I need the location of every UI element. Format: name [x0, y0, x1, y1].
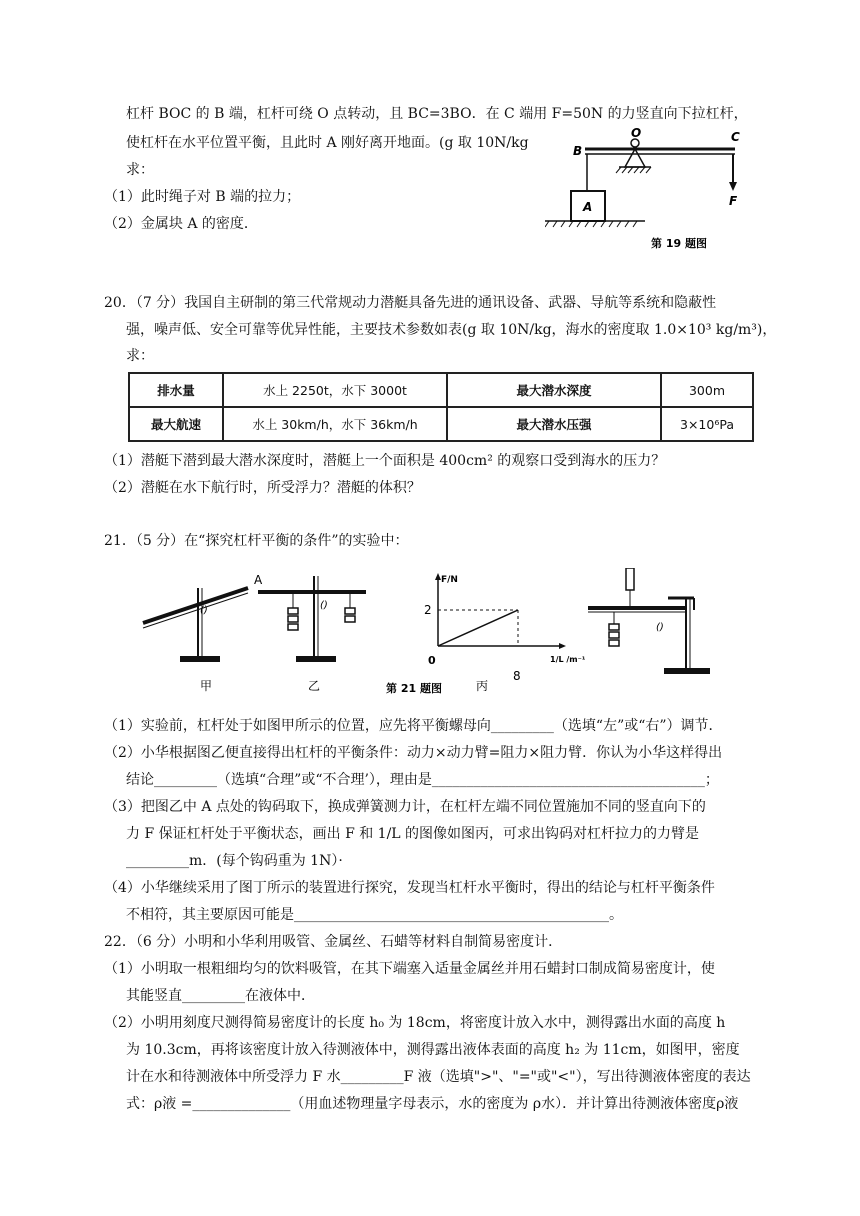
table-cell: 最大潜水深度 — [447, 373, 661, 407]
label-a-point: A — [254, 573, 263, 587]
q19-sub-1: （1）此时绳子对 B 端的拉力； — [104, 189, 301, 205]
spring-scale — [626, 568, 634, 590]
table-cell: 最大航速 — [129, 407, 223, 441]
graph-bing — [424, 573, 586, 683]
table-cell: 水上 30km/h，水下 36km/h — [223, 407, 447, 441]
apparatus-jia — [143, 588, 248, 662]
apparatus-ding — [588, 568, 710, 674]
table-cell: 排水量 — [129, 373, 223, 407]
label-bing: 丙 — [476, 679, 489, 693]
table-cell: 3×10⁶Pa — [661, 407, 753, 441]
label-o: O — [631, 127, 642, 140]
q21-sub-3b: 力 F 保证杠杆处于平衡状态，画出 F 和 1/L 的图像如图丙，可求出钩码对杠杆拉力的力臂是 — [126, 826, 700, 842]
label-b: B — [573, 144, 583, 158]
svg-text:(): () — [200, 605, 208, 616]
q21-figure — [138, 568, 718, 700]
table-cell: 300m — [661, 373, 753, 407]
q21-caption: 第 21 题图 — [386, 682, 442, 695]
q22-sub-2c: 计在水和待测液体中所受浮力 F 水_________F 液（选填">"、"="或"<"），写出待测液体密度的表达 — [126, 1069, 751, 1085]
pivot-o — [631, 139, 639, 147]
label-a: A — [583, 200, 593, 214]
graph-x-tick: 8 — [513, 669, 521, 683]
q22-sub-1a: （1）小明取一根粗细均匀的饮料吸管，在其下端塞入适量金属丝并用石蜡封口制成简易密度计，使 — [104, 961, 715, 977]
graph-origin: 0 — [428, 654, 436, 667]
q20-sub-2: （2）潜艇在水下航行时，所受浮力？潜艇的体积？ — [104, 480, 421, 496]
q21-sub-4a: （4）小华继续采用了图丁所示的装置进行探究，发现当杠杆水平衡时，得出的结论与杠杆平衡条件 — [104, 880, 715, 896]
q21-sub-3c: _________m．(每个钩码重为 1N）· — [126, 853, 343, 869]
label-f: F — [729, 194, 738, 208]
svg-text:(): () — [320, 600, 328, 611]
q22-sub-2a: （2）小明用刻度尺测得简易密度计的长度 h₀ 为 18cm，将密度计放入水中，测得露出水面的高度 h — [104, 1015, 726, 1031]
svg-text:(): () — [656, 622, 664, 633]
q21-sub-3a: （3）把图乙中 A 点处的钩码取下，换成弹簧测力计，在杠杆左端不同位置施加不同的竖直向下的 — [104, 799, 706, 815]
q22-title: 22．（6 分）小明和小华利用吸管、金属丝、石蜡等材料自制简易密度计． — [104, 934, 563, 950]
q22-sub-2b: 为 10.3cm，再将该密度计放入待测液体中，测得露出液体表面的高度 h₂ 为 11cm，如图甲，密度 — [126, 1042, 740, 1058]
table-row — [129, 373, 753, 407]
graph-ylabel: F/N — [441, 575, 458, 585]
q21-sub-2a: （2）小华根据图乙便直接得出杠杆的平衡条件：动力×动力臂=阻力×阻力臂．你认为小华这样得出 — [104, 745, 723, 761]
table-row — [129, 407, 753, 441]
q20-line-3: 求： — [126, 348, 154, 364]
label-c: C — [731, 130, 740, 144]
q22-sub-1b: 其能竖直_________在液体中． — [126, 988, 315, 1004]
q20-line-1: 20．（7 分）我国自主研制的第三代常规动力潜艇具备先进的通讯设备、武器、导航等系统和隐蔽性 — [104, 295, 717, 311]
graph-line — [438, 610, 518, 646]
table-cell: 最大潜水压强 — [447, 407, 661, 441]
q19-sub-2: （2）金属块 A 的密度． — [104, 216, 258, 232]
q20-line-2: 强，噪声低、安全可靠等优异性能，主要技术参数如表(g 取 10N/kg，海水的密度取 1.0×10³ kg/m³)， — [126, 322, 777, 338]
q20-sub-1: （1）潜艇下潜到最大潜水深度时，潜艇上一个面积是 400cm² 的观察口受到海水的压力？ — [104, 453, 666, 469]
q21-sub-4b: 不相符，其主要原因可能是_____________________________________________。 — [126, 907, 623, 923]
q21-title: 21．（5 分）在“探究杠杆平衡的条件”的实验中： — [104, 533, 409, 549]
q19-line-2: 使杠杆在水平位置平衡，且此时 A 刚好离开地面。(g 取 10N/kg — [126, 135, 529, 151]
q21-sub-1: （1）实验前，杠杆处于如图甲所示的位置，应先将平衡螺母向_________（选填“左”或“右”）调节． — [104, 718, 723, 734]
q19-caption: 第 19 题图 — [651, 237, 707, 250]
table-cell: 水上 2250t，水下 3000t — [223, 373, 447, 407]
q22-sub-2d: 式：ρ液 =______________（用血述物理量字母表示，水的密度为 ρ水）．并计算出待测液体密度ρ液 — [126, 1096, 739, 1112]
q20-specs-table — [128, 372, 754, 442]
label-jia: 甲 — [200, 679, 213, 693]
graph-xlabel: 1/L /m⁻¹ — [550, 655, 586, 664]
label-yi: 乙 — [308, 679, 321, 693]
apparatus-yi — [258, 576, 366, 662]
graph-y-tick: 2 — [424, 603, 432, 617]
q19-figure — [545, 127, 755, 252]
q21-sub-2b: 结论_________（选填“合理”或“不合理’），理由是_______________________________________； — [126, 772, 719, 788]
q19-line-3: 求： — [126, 162, 154, 178]
q19-line-1: 杠杆 BOC 的 B 端，杠杆可绕 O 点转动，且 BC=3BO．在 C 端用 F=50N 的力竖直向下拉杠杆， — [126, 106, 748, 122]
